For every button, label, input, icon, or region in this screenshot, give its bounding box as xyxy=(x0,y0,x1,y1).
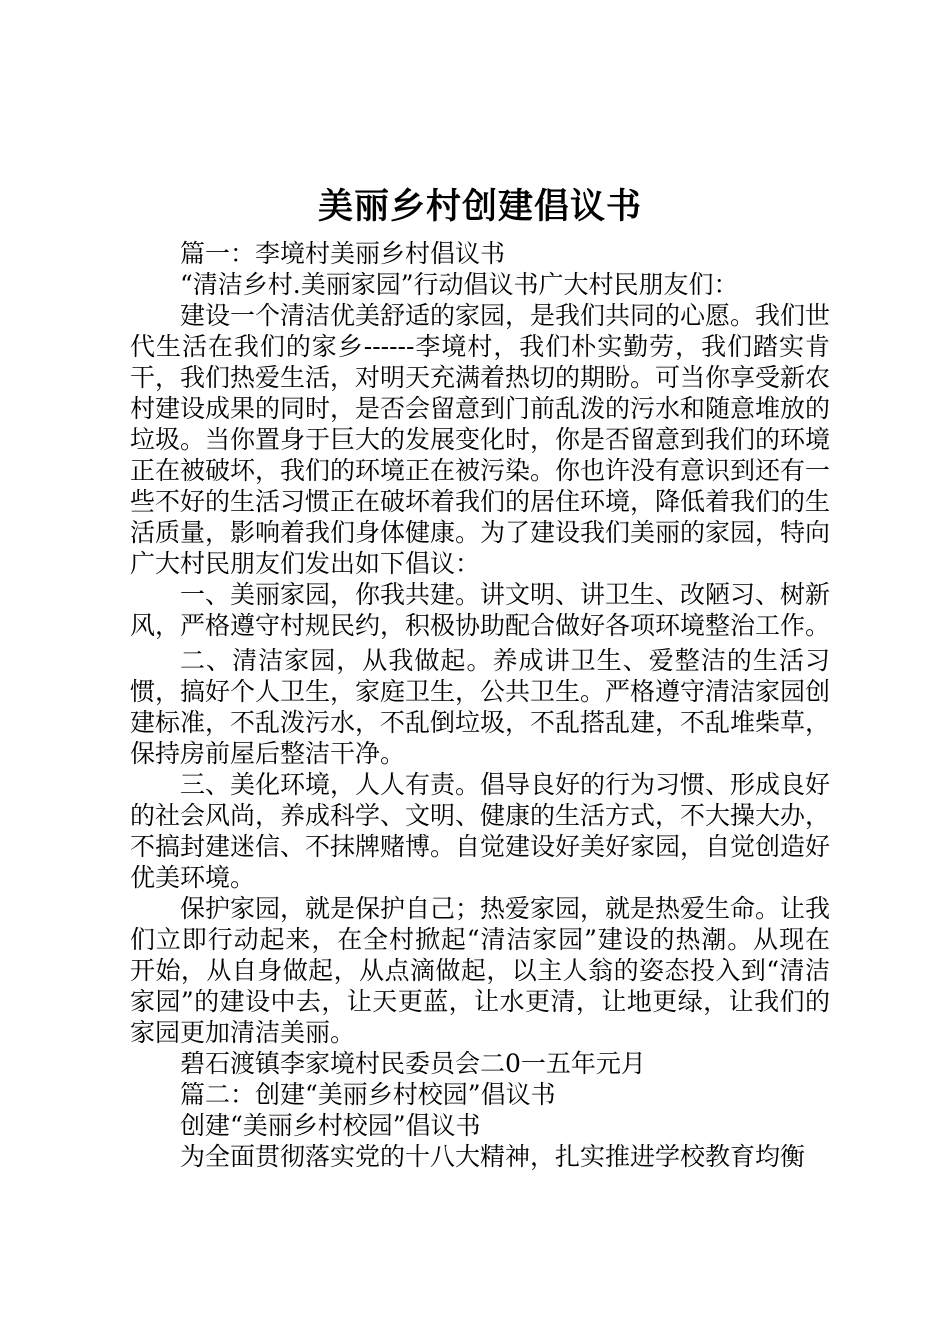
paragraph-closing: 保护家园，就是保护自己；热爱家园，就是热爱生命。让我们立即行动起来，在全村掀起“清洁家园”建设的热潮。从现在开始，从自身做起，从点滴做起，以主人翁的姿态投入到“清洁家园”的建设中去，让天更蓝，让水更清，让地更绿，让我们的家园更加清洁美丽。 xyxy=(130,894,831,1047)
paragraph-section-two-body: 为全面贯彻落实党的十八大精神，扎实推进学校教育均衡 xyxy=(180,1142,806,1171)
paragraph-point-one: 一、美丽家园，你我共建。讲文明、讲卫生、改陋习、树新风，严格遵守村规民约，积极协助配合做好各项环境整治工作。 xyxy=(130,580,831,640)
paragraph-section-two-heading: 篇二：创建“美丽乡村校园”倡议书 xyxy=(180,1080,556,1109)
paragraph-section-two-title: 创建“美丽乡村校园”倡议书 xyxy=(180,1111,481,1140)
document-title: 美丽乡村创建倡议书 xyxy=(317,187,642,227)
paragraph-point-two: 二、清洁家园，从我做起。养成讲卫生、爱整洁的生活习惯，搞好个人卫生，家庭卫生，公共卫生。严格遵守清洁家园创建标准，不乱泼污水，不乱倒垃圾，不乱搭乱建，不乱堆柴草，保持房前屋后整洁干净。 xyxy=(130,646,831,768)
paragraph-point-three: 三、美化环境，人人有责。倡导良好的行为习惯、形成良好的社会风尚，养成科学、文明、健康的生活方式，不大操大办，不搞封建迷信、不抹牌赌博。自觉建设好美好家园，自觉创造好优美环境。 xyxy=(130,770,831,892)
paragraph-intro: 建设一个清洁优美舒适的家园，是我们共同的心愿。我们世代生活在我们的家乡------李境村，我们朴实勤劳，我们踏实肯干，我们热爱生活，对明天充满着热切的期盼。可当你享受新农村建设成果的同时，是否会留意到门前乱泼的污水和随意堆放的垃圾。当你置身于巨大的发展变化时，你是否留意到我们的环境正在被破坏，我们的环境正在被污染。你也许没有意识到还有一些不好的生活习惯正在破坏着我们的居住环境，降低着我们的生活质量，影响着我们身体健康。为了建设我们美丽的家园，特向广大村民朋友们发出如下倡议： xyxy=(130,301,831,578)
paragraph-signature-date: 碧石渡镇李家境村民委员会二0一五年元月 xyxy=(180,1049,646,1078)
paragraph-proposal-heading: “清洁乡村.美丽家园”行动倡议书广大村民朋友们： xyxy=(180,270,739,299)
document-page xyxy=(130,182,830,1172)
paragraph-section-one-heading: 篇一：李境村美丽乡村倡议书 xyxy=(180,239,506,268)
